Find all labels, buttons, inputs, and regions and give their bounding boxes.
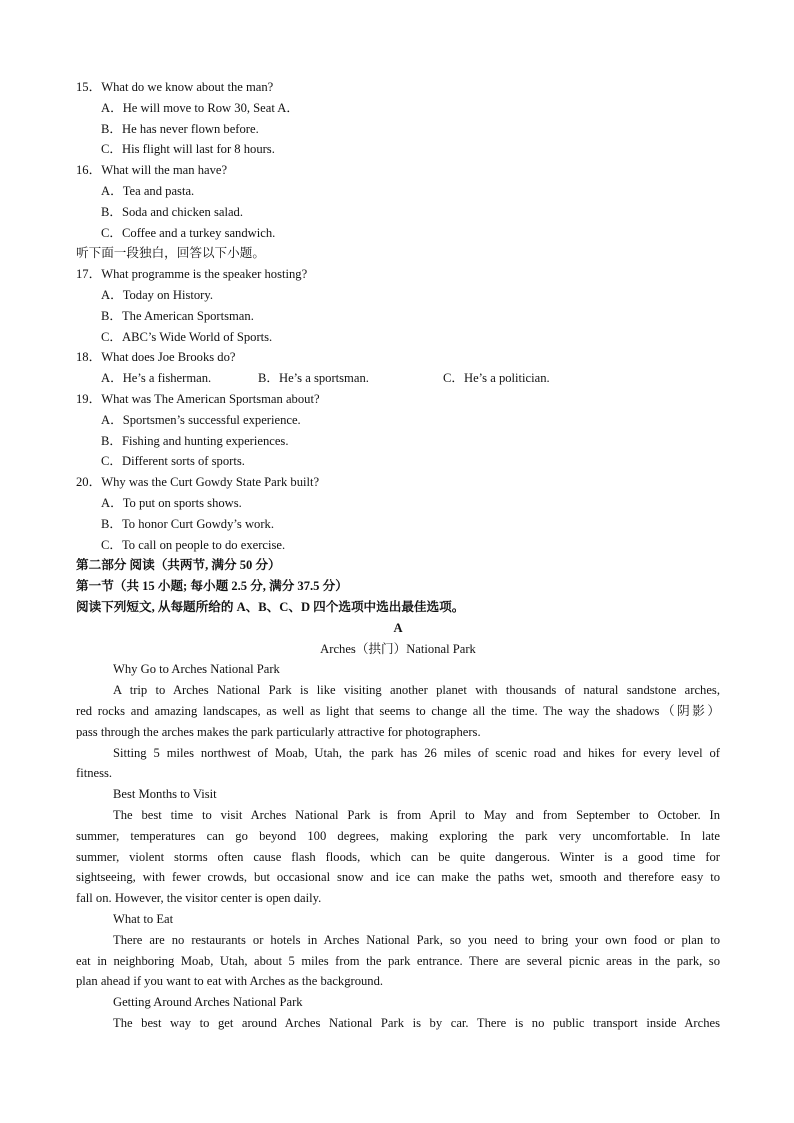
question-20-option-b: B．To honor Curt Gowdy’s work. bbox=[101, 517, 274, 531]
question-17-stem: 17．What programme is the speaker hosting? bbox=[76, 267, 308, 281]
question-15-stem: 15．What do we know about the man? bbox=[76, 80, 274, 94]
question-18-option-a: A．He’s a fisherman. bbox=[101, 371, 212, 385]
eat-paragraph-line-2: eat in neighboring Moab, Utah, about 5 miles from the park entrance. There are several picnic areas in the park, so bbox=[76, 954, 720, 968]
months-paragraph-line-4: sightseeing, with fewer crowds, but occasional snow and ice can make the paths wet, smooth and therefore easy to bbox=[76, 870, 720, 884]
reading-instruction: 阅读下列短文, 从每题所给的 A、B、C、D 四个选项中选出最佳选项。 bbox=[76, 600, 465, 614]
months-paragraph-line-3: summer, violent storms often cause flash floods, which can be quite dangerous. Winter is a good time for bbox=[76, 850, 720, 864]
question-17-option-c: C．ABC’s Wide World of Sports. bbox=[101, 330, 273, 344]
question-17-option-b: B．The American Sportsman. bbox=[101, 309, 254, 323]
why-paragraph-2-line-1: Sitting 5 miles northwest of Moab, Utah, the park has 26 miles of scenic road and hikes for every level of bbox=[113, 746, 720, 760]
months-paragraph-line-1: The best time to visit Arches National Park is from April to May and from September to October. In bbox=[113, 808, 720, 822]
question-18-stem: 18．What does Joe Brooks do? bbox=[76, 350, 236, 364]
reading-section-title: 第一节（共 15 小题; 每小题 2.5 分, 满分 37.5 分） bbox=[76, 579, 348, 593]
question-20-option-a: A．To put on sports shows. bbox=[101, 496, 242, 510]
monologue-instruction: 听下面一段独白，回答以下小题。 bbox=[76, 246, 265, 260]
passage-letter: A bbox=[393, 621, 403, 635]
question-15-option-b: B．He has never flown before. bbox=[101, 122, 259, 136]
question-16-option-c: C．Coffee and a turkey sandwich. bbox=[101, 226, 276, 240]
heading-best-months: Best Months to Visit bbox=[113, 787, 217, 801]
why-paragraph-2-line-2: fitness. bbox=[76, 766, 113, 780]
question-19-option-c: C．Different sorts of sports. bbox=[101, 454, 245, 468]
question-20-stem: 20．Why was the Curt Gowdy State Park built? bbox=[76, 475, 320, 489]
question-19-option-b: B．Fishing and hunting experiences. bbox=[101, 434, 289, 448]
question-17-option-a: A．Today on History. bbox=[101, 288, 213, 302]
question-19-option-a: A．Sportsmen’s successful experience. bbox=[101, 413, 301, 427]
eat-paragraph-line-3: plan ahead if you want to eat with Arches as the background. bbox=[76, 974, 384, 988]
question-16-option-a: A．Tea and pasta. bbox=[101, 184, 195, 198]
around-paragraph-line-1: The best way to get around Arches National Park is by car. There is no public transport inside Arches bbox=[113, 1016, 720, 1030]
why-paragraph-1-line-2: red rocks and amazing landscapes, as well as light that seems to change all the time. The way the shadows（阴影） bbox=[76, 704, 720, 718]
months-paragraph-line-2: summer, temperatures can go beyond 100 degrees, making exploring the park very uncomfortable. In late bbox=[76, 829, 720, 843]
question-18-option-c: C．He’s a politician. bbox=[443, 371, 550, 385]
passage-title: Arches（拱门）National Park bbox=[320, 642, 476, 656]
heading-getting-around: Getting Around Arches National Park bbox=[113, 995, 303, 1009]
months-paragraph-line-5: fall on. However, the visitor center is open daily. bbox=[76, 891, 322, 905]
eat-paragraph-line-1: There are no restaurants or hotels in Arches National Park, so you need to bring your own food or plan to bbox=[113, 933, 720, 947]
question-18-option-b: B．He’s a sportsman. bbox=[258, 371, 369, 385]
why-paragraph-1-line-1: A trip to Arches National Park is like visiting another planet with thousands of natural sandstone arches, bbox=[113, 683, 720, 697]
question-19-stem: 19．What was The American Sportsman about? bbox=[76, 392, 320, 406]
question-16-option-b: B．Soda and chicken salad. bbox=[101, 205, 243, 219]
question-15-option-a: A．He will move to Row 30, Seat A． bbox=[101, 101, 299, 115]
question-15-option-c: C．His flight will last for 8 hours. bbox=[101, 142, 275, 156]
why-paragraph-1-line-3: pass through the arches makes the park particularly attractive for photographers. bbox=[76, 725, 481, 739]
question-16-stem: 16．What will the man have? bbox=[76, 163, 228, 177]
heading-what-to-eat: What to Eat bbox=[113, 912, 174, 926]
heading-why-go: Why Go to Arches National Park bbox=[113, 662, 280, 676]
question-18-options bbox=[0, 369, 794, 387]
question-20-option-c: C．To call on people to do exercise. bbox=[101, 538, 286, 552]
reading-part-title: 第二部分 阅读（共两节, 满分 50 分） bbox=[76, 558, 281, 572]
